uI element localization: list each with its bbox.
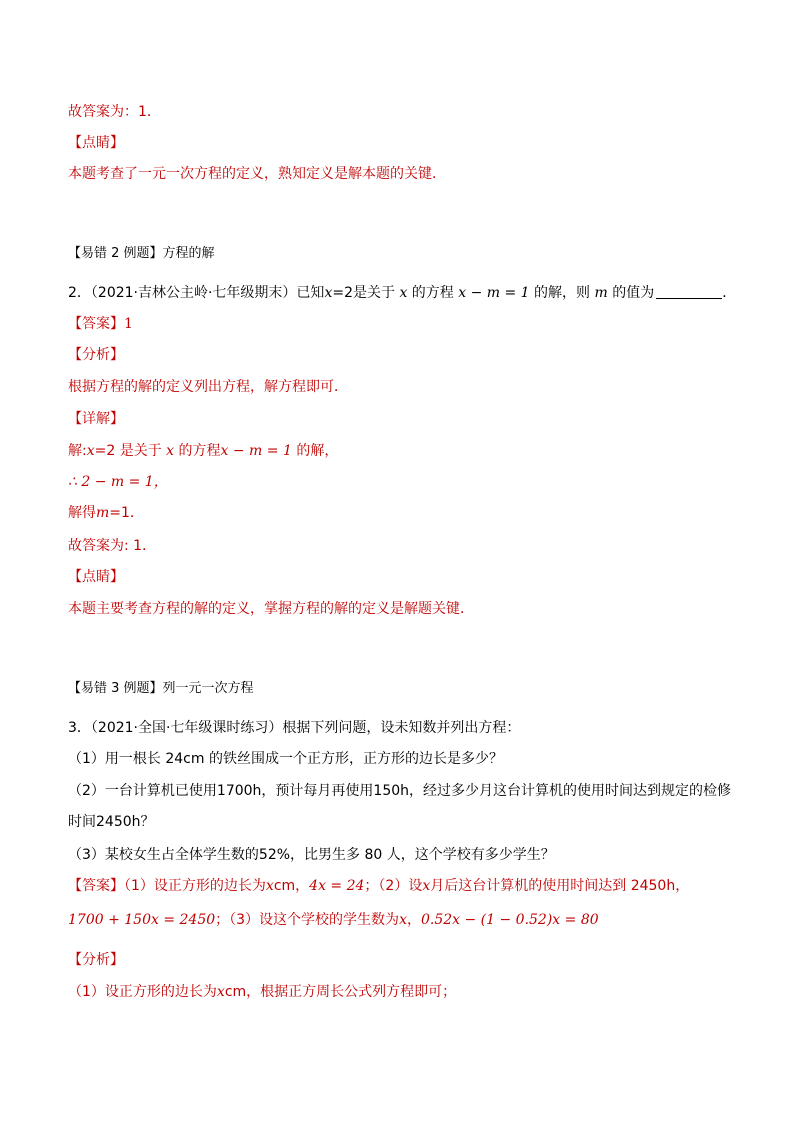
analysis-2-label: 【分析】	[68, 347, 124, 363]
analysis-2-text: 根据方程的解的定义列出方程，解方程即可．	[68, 379, 348, 395]
analysis-3-label: 【分析】	[68, 952, 124, 968]
dianjing-2-label: 【点睛】	[68, 569, 124, 585]
section2-header: 【易错 2 例题】方程的解	[68, 246, 215, 261]
prev-dianjing-label: 【点睛】	[68, 135, 124, 151]
detail-2-line4: 故答案为: 1．	[68, 538, 157, 554]
answer-blank	[656, 284, 722, 299]
detail-2-line1: 解:x=2 是关于 x 的方程x − m = 1 的解，	[68, 443, 339, 459]
question-3-part1: （1）用一根长 24cm 的铁丝围成一个正方形，正方形的边长是多少？	[68, 751, 503, 767]
detail-2-line2: ∴ 2 − m = 1，	[68, 474, 168, 490]
prev-dianjing-text: 本题考查了一元一次方程的定义，熟知定义是解本题的关键．	[68, 166, 446, 182]
question-2: 2．（2021·吉林公主岭·七年级期末）已知x=2是关于 x 的方程 x − m = 1 的解，则 m 的值为 ．	[68, 285, 737, 301]
section3-header: 【易错 3 例题】列一元一次方程	[68, 681, 254, 696]
detail-2-line3: 解得m=1．	[68, 505, 144, 521]
answer-3-line1: 【答案】（1）设正方形的边长为xcm，4x = 24；（2）设x月后这台计算机的使用时间达到 2450h，	[68, 878, 690, 894]
question-3-part3: （3）某校女生占全体学生数的52%，比男生多 80 人，这个学校有多少学生？	[68, 847, 555, 863]
question-3-part2b: 时间2450h？	[68, 814, 155, 830]
question-3-part2a: （2）一台计算机已使用1700h，预计每月再使用150h，经过多少月这台计算机的使用时间达到规定的检修	[68, 783, 732, 799]
question-3: 3．（2021·全国·七年级课时练习）根据下列问题，设未知数并列出方程：	[68, 720, 521, 736]
answer-2: 【答案】1	[68, 316, 133, 332]
detail-2-label: 【详解】	[68, 411, 124, 427]
prev-answer: 故答案为：1．	[68, 104, 161, 120]
analysis-3-line1: （1）设正方形的边长为xcm，根据正方周长公式列方程即可；	[68, 984, 457, 1000]
answer-3-line2: 1700 + 150x = 2450；（3）设这个学校的学生数为x，0.52x − (1 − 0.52)x = 80	[68, 912, 599, 928]
dianjing-2-text: 本题主要考查方程的解的定义，掌握方程的解的定义是解题关键．	[68, 601, 474, 617]
